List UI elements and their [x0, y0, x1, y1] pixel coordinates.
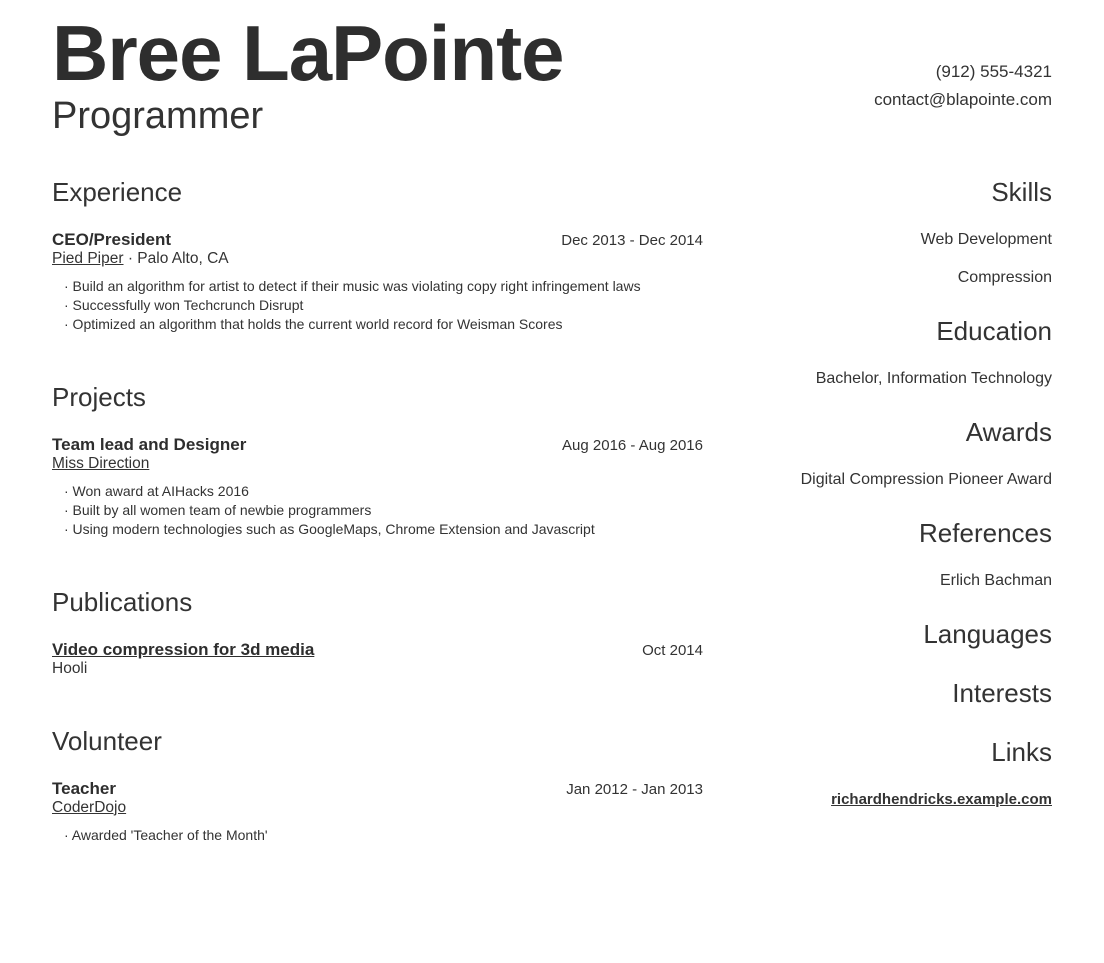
- section-publications: [52, 588, 703, 678]
- resume-name: Bree LaPointe: [52, 9, 564, 97]
- entry-dates: Dec 2013 - Dec 2014: [561, 231, 703, 249]
- volunteer-entry: [52, 780, 703, 845]
- org-separator: ·: [123, 249, 138, 267]
- section-heading-skills: Skills: [991, 176, 1052, 207]
- resume-body: [52, 178, 1052, 894]
- entry-header: [52, 436, 703, 455]
- section-heading-references: References: [919, 517, 1052, 548]
- bullet-list: [52, 826, 703, 845]
- section-volunteer: [52, 727, 703, 845]
- award-item: Digital Compression Pioneer Award: [800, 470, 1052, 488]
- section-heading-links: Links: [991, 736, 1052, 767]
- entry-header: [52, 231, 703, 250]
- bullet-item: · Built by all women team of newbie programmers: [64, 501, 372, 518]
- section-languages: [703, 620, 1052, 649]
- section-skills: [703, 178, 1052, 287]
- entry-dates: Jan 2012 - Jan 2013: [566, 780, 703, 798]
- publication-title-link[interactable]: Video compression for 3d media: [52, 639, 315, 659]
- experience-entry: [52, 231, 703, 334]
- section-education: [703, 317, 1052, 388]
- bullet-item: · Using modern technologies such as GoogleMaps, Chrome Extension and Javascript: [64, 520, 595, 537]
- org-link[interactable]: Miss Direction: [52, 454, 150, 472]
- section-heading-volunteer: Volunteer: [52, 725, 162, 756]
- bullet-item: · Awarded 'Teacher of the Month': [64, 826, 268, 843]
- bullet-list: [52, 482, 703, 539]
- section-heading-education: Education: [936, 315, 1052, 346]
- section-heading-interests: Interests: [952, 677, 1052, 708]
- org-link[interactable]: Pied Piper: [52, 249, 124, 267]
- resume-header: [52, 9, 1052, 140]
- section-heading-awards: Awards: [965, 416, 1052, 447]
- entry-dates: Aug 2016 - Aug 2016: [562, 436, 703, 454]
- left-column: [52, 178, 703, 894]
- entry-header: [52, 641, 703, 660]
- skill-item: Web Development: [920, 230, 1052, 248]
- project-entry: [52, 436, 703, 539]
- phone-number: (912) 555-4321: [935, 62, 1052, 81]
- website-link[interactable]: richardhendricks.example.com: [831, 790, 1052, 808]
- resume-role: Programmer: [52, 95, 264, 137]
- publication-entry: [52, 641, 703, 678]
- entry-location: Palo Alto, CA: [137, 249, 229, 267]
- section-projects: [52, 383, 703, 539]
- education-item: Bachelor, Information Technology: [815, 369, 1052, 387]
- section-links: [703, 738, 1052, 809]
- section-awards: [703, 418, 1052, 489]
- publisher-name: Hooli: [52, 659, 88, 677]
- section-heading-experience: Experience: [52, 176, 183, 207]
- identity-block: [52, 9, 564, 140]
- section-interests: [703, 679, 1052, 708]
- entry-dates: Oct 2014: [642, 641, 703, 659]
- bullet-list: [52, 277, 703, 334]
- bullet-item: · Successfully won Techcrunch Disrupt: [64, 296, 304, 313]
- reference-item: Erlich Bachman: [939, 571, 1052, 589]
- section-heading-languages: Languages: [923, 618, 1052, 649]
- bullet-item: · Won award at AIHacks 2016: [64, 482, 249, 499]
- entry-title: Teacher: [52, 778, 116, 798]
- section-heading-projects: Projects: [52, 381, 146, 412]
- entry-org-line: [52, 799, 703, 817]
- skill-item: Compression: [957, 268, 1052, 286]
- section-references: [703, 519, 1052, 590]
- contact-block: [874, 14, 1052, 114]
- entry-org-line: [52, 455, 703, 473]
- entry-title: CEO/President: [52, 229, 172, 249]
- org-link[interactable]: CoderDojo: [52, 798, 127, 816]
- section-experience: [52, 178, 703, 334]
- entry-header: [52, 780, 703, 799]
- entry-org-line: [52, 660, 703, 678]
- email-address: contact@blapointe.com: [874, 90, 1052, 109]
- right-column: [703, 178, 1052, 894]
- section-heading-publications: Publications: [52, 586, 193, 617]
- entry-title: Team lead and Designer: [52, 434, 247, 454]
- bullet-item: · Optimized an algorithm that holds the current world record for Weisman Scores: [64, 315, 563, 332]
- entry-org-line: [52, 250, 703, 268]
- bullet-item: · Build an algorithm for artist to detect if their music was violating copy right infringement laws: [64, 277, 641, 294]
